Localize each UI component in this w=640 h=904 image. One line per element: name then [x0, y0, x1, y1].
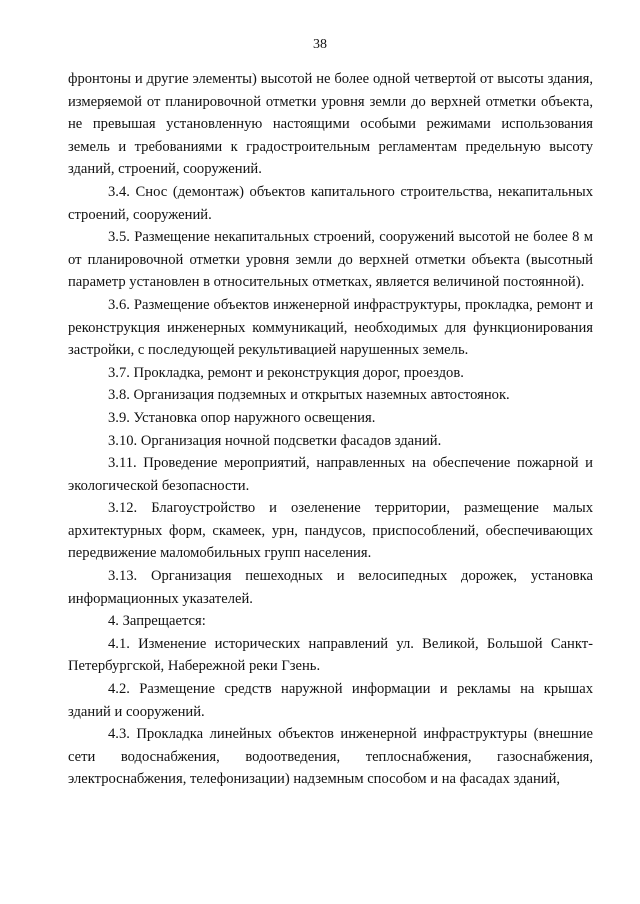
paragraph-3-7: 3.7. Прокладка, ремонт и реконструкция дорог, проездов.: [108, 364, 464, 381]
paragraph-3-10: 3.10. Организация ночной подсветки фасадов зданий.: [108, 432, 442, 449]
paragraph-4-2: 4.2. Размещение средств наружной информации и рекламы на крышах зданий и сооружений.: [68, 681, 593, 720]
paragraph-3-13: 3.13. Организация пешеходных и велосипедных дорожек, установка информационных указателей.: [68, 568, 593, 607]
paragraph-4-1: 4.1. Изменение исторических направлений ул. Великой, Большой Санкт-Петербургской, Набережной реки Гзень.: [68, 635, 593, 675]
document-body: [68, 68, 593, 791]
paragraph-3-6: 3.6. Размещение объектов инженерной инфраструктуры, прокладка, ремонт и реконструкция инженерных коммуникаций, необходимых для функционирования застройки, с последующей рекультивацией нарушенных земель.: [68, 296, 593, 359]
paragraph-3-11: 3.11. Проведение мероприятий, направленных на обеспечение пожарной и экологической безопасности.: [68, 455, 593, 494]
paragraph-3-9: 3.9. Установка опор наружного освещения.: [108, 409, 376, 426]
paragraph-4: 4. Запрещается:: [108, 613, 206, 630]
page-number: 38: [313, 37, 327, 52]
paragraph-3-12: 3.12. Благоустройство и озеленение территории, размещение малых архитектурных форм, скамеек, урн, пандусов, приспособлений, обеспечивающих передвижение маломобильных групп населения.: [68, 500, 593, 562]
paragraph-continuation: фронтоны и другие элементы) высотой не более одной четвертой от высоты здания, измеряемой от планировочной отметки уровня земли до верхней отметки объекта, не превышая установленную настоящими особыми режимами использования земель и требованиями к градостроительным регламентам предельную высоту зданий, строений, сооружений.: [68, 71, 593, 178]
paragraph-4-3: 4.3. Прокладка линейных объектов инженерной инфраструктуры (внешние сети водоснабжения, водоотведения, теплоснабжения, газоснабжения, электроснабжения, телефонизации) надземным способом и на фасадах зданий,: [68, 726, 593, 788]
paragraph-3-4: 3.4. Снос (демонтаж) объектов капитального строительства, некапитальных строений, сооружений.: [68, 183, 593, 223]
paragraph-3-8: 3.8. Организация подземных и открытых наземных автостоянок.: [108, 387, 510, 404]
paragraph-3-5: 3.5. Размещение некапитальных строений, сооружений высотой не более 8 м от планировочной отметки уровня земли до верхней отметки объекта (высотный параметр установлен в относительных отметках, является величиной постоянной).: [68, 229, 593, 291]
